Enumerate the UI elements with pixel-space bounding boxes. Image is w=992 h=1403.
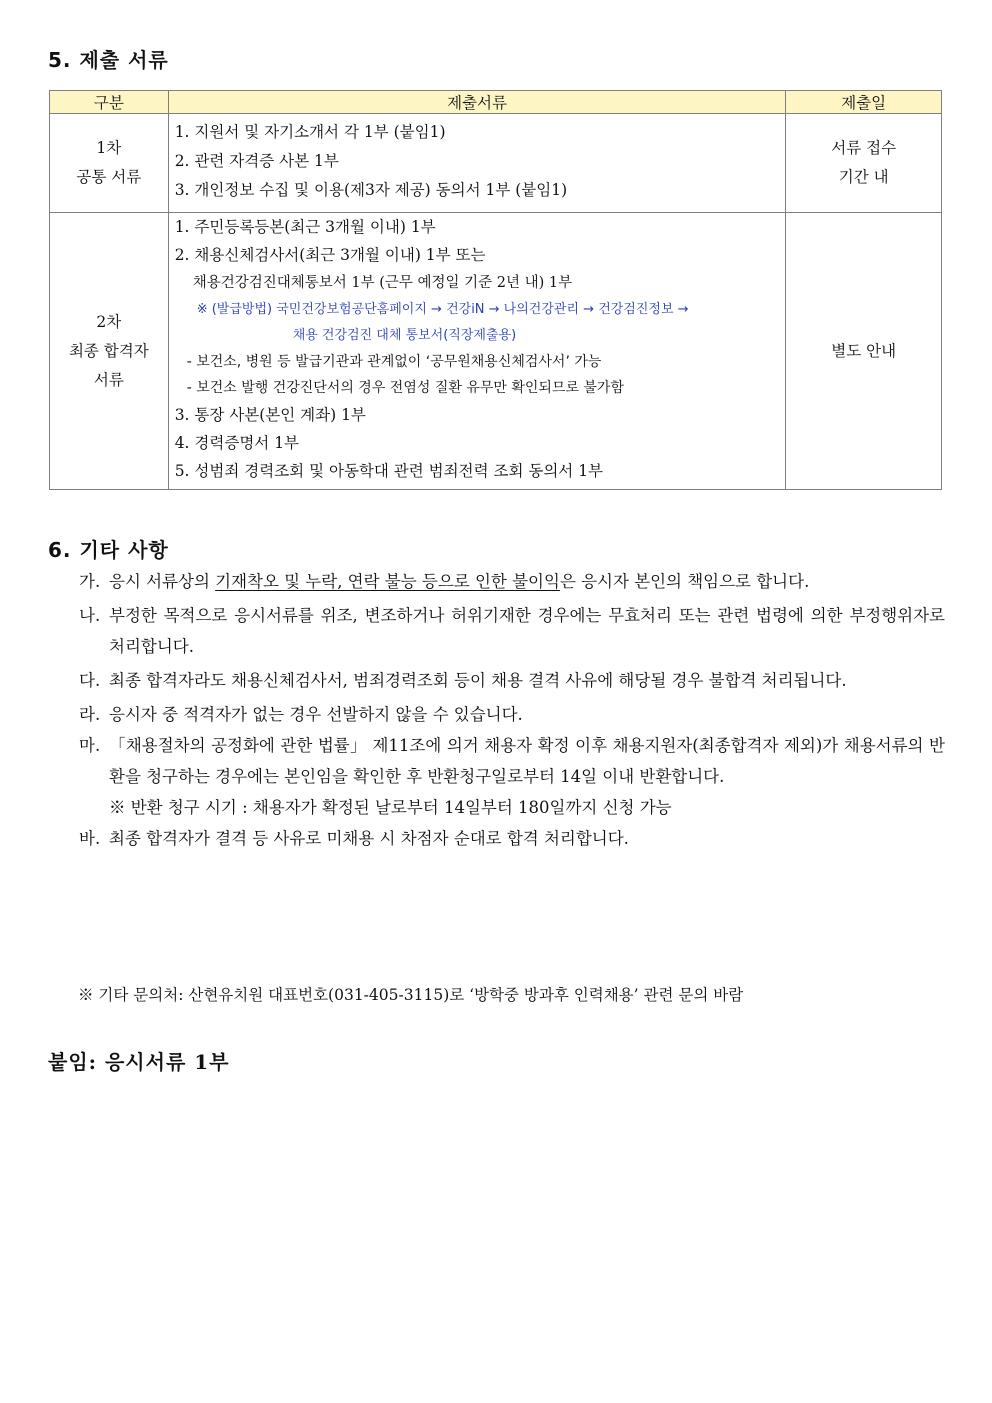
row2-item-3: 3. 통장 사본(본인 계좌) 1부 <box>174 406 366 424</box>
list-text: 부정한 목적으로 응시서류를 위조, 변조하거나 허위기재한 경우에는 무효처리 또는 관련 법령에 의한 부정행위자로 처리합니다. <box>109 606 945 656</box>
row2-category-line1: 2차 <box>96 312 122 331</box>
row1-date-line1: 서류 접수 <box>831 139 897 157</box>
issuance-method-note: ※ (발급방법) 국민건강보험공단홈페이지 → 건강iN → 나의건강관리 → 건강검진정보 → <box>196 302 689 317</box>
row2-category <box>50 213 169 490</box>
section-5-title: 5. 제출 서류 <box>48 48 169 72</box>
row2-dash-note-2: - 보건소 발행 건강진단서의 경우 전염성 질환 유무만 확인되므로 불가함 <box>186 380 624 396</box>
ga-text-after: 은 응시자 본인의 책임으로 합니다. <box>559 572 810 591</box>
documents-table <box>49 90 942 490</box>
row1-item-1: 1. 지원서 및 자기소개서 각 1부 (붙임1) <box>174 123 446 141</box>
refund-period-note: ※ 반환 청구 시기 : 채용자가 확정된 날로부터 14일부터 180일까지 신청 가능 <box>109 798 672 817</box>
row2-item-2: 2. 채용신체검사서(최근 3개월 이내) 1부 또는 <box>174 246 486 264</box>
list-text: 「채용절차의 공정화에 관한 법률」 제11조에 의거 채용자 확정 이후 채용지원자(최종합격자 제외)가 채용서류의 반환을 청구하는 경우에는 본인임을 확인한 후 반환청구일로부터 14일 이내 반환합니다. <box>109 736 945 786</box>
etc-list <box>79 566 945 854</box>
list-text <box>109 566 945 597</box>
row2-category-line3: 서류 <box>93 370 124 389</box>
row2-due-date: 별도 안내 <box>786 213 942 490</box>
row2-item-1: 1. 주민등록등본(최근 3개월 이내) 1부 <box>174 218 436 236</box>
list-marker: 바. <box>79 829 101 848</box>
list-text: 최종 합격자라도 채용신체검사서, 범죄경력조회 등이 채용 결격 사유에 해당될 경우 불합격 처리됩니다. <box>109 671 847 690</box>
list-item <box>79 823 945 854</box>
row1-item-3: 3. 개인정보 수집 및 이용(제3자 제공) 동의서 1부 (붙임1) <box>174 181 568 199</box>
row2-item-2-continued: 채용건강검진대체통보서 1부 (근무 예정일 기준 2년 내) 1부 <box>192 275 573 291</box>
row1-category-line1: 1차 <box>96 139 122 157</box>
section-6-title: 6. 기타 사항 <box>48 538 169 562</box>
attachment-note: 붙임: 응시서류 1부 <box>48 1050 230 1074</box>
list-item <box>79 730 945 792</box>
row1-items <box>168 114 786 213</box>
table-header-row <box>50 91 942 114</box>
row1-category <box>50 114 169 213</box>
row2-dash-note-1: - 보건소, 병원 등 발급기관과 관계없이 ‘공무원채용신체검사서’ 가능 <box>186 354 602 370</box>
list-text: 최종 합격자가 결격 등 사유로 미채용 시 차점자 순대로 합격 처리합니다. <box>109 829 629 848</box>
row1-date-line2: 기간 내 <box>838 168 889 186</box>
list-marker: 라. <box>79 705 101 724</box>
contact-note: ※ 기타 문의처: 산현유치원 대표번호(031-405-3115)로 ‘방학중 방과후 인력채용’ 관련 문의 바람 <box>78 986 744 1004</box>
ga-text-before: 응시 서류상의 <box>109 572 216 591</box>
list-marker: 마. <box>79 736 101 755</box>
list-item <box>79 566 945 597</box>
list-item <box>79 665 945 696</box>
row2-item-4: 4. 경력증명서 1부 <box>174 434 300 452</box>
header-due-date: 제출일 <box>786 91 942 114</box>
row2-items <box>168 213 786 490</box>
table-row <box>50 213 942 490</box>
ga-underlined-text: 기재착오 및 누락, 연락 불능 등으로 인한 불이익 <box>215 572 560 591</box>
header-category: 구분 <box>50 91 169 114</box>
list-marker: 다. <box>79 671 101 690</box>
list-marker: 가. <box>79 572 101 591</box>
list-marker: 나. <box>79 606 101 625</box>
row2-category-line2: 최종 합격자 <box>68 341 149 360</box>
row1-item-2: 2. 관련 자격증 사본 1부 <box>174 152 339 170</box>
issuance-method-note-cont: 채용 건강검진 대체 통보서(직장제출용) <box>292 328 517 343</box>
list-item <box>79 600 945 662</box>
list-item <box>79 699 945 730</box>
row1-category-line2: 공통 서류 <box>76 168 142 186</box>
row2-item-5: 5. 성범죄 경력조회 및 아동학대 관련 범죄전력 조회 동의서 1부 <box>174 462 604 480</box>
table-row <box>50 114 942 213</box>
row1-due-date <box>786 114 942 213</box>
list-text: 응시자 중 적격자가 없는 경우 선발하지 않을 수 있습니다. <box>109 705 523 724</box>
header-documents: 제출서류 <box>168 91 786 114</box>
